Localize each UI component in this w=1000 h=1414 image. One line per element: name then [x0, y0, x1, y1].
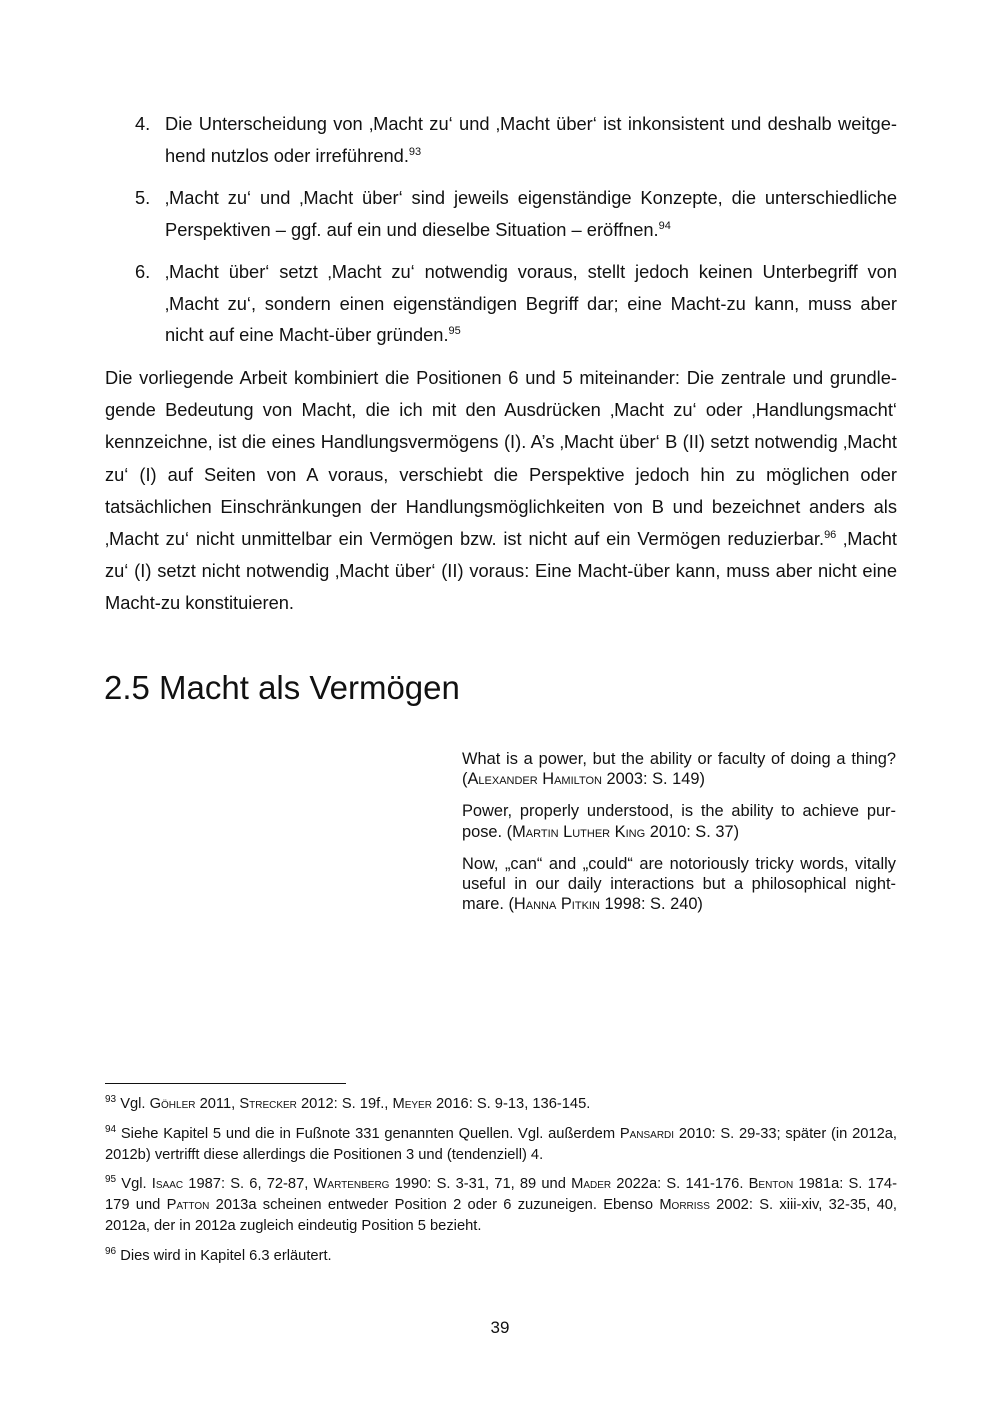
list-item-number: 4.	[135, 113, 151, 134]
epigraph	[462, 801, 896, 841]
body-paragraph	[105, 362, 897, 620]
epigraph-quote: Now, „can“ and „could“ are notoriously tricky words, vitally useful in our daily interactions but a philosophical nightmare. (	[462, 854, 896, 914]
footnote-number: 94	[105, 1123, 117, 1135]
list-item	[105, 256, 897, 351]
epigraph-author: Hanna Pitkin	[513, 895, 600, 914]
footnote-text: 1987: S. 6, 72-87,	[183, 1176, 314, 1193]
list-item-text: ‚Macht zu‘ und ‚Macht über‘ sind jeweils eigenständige Konzepte, die unterschiedliche Perspektiven – ggf. auf ein und dieselbe Situation – eröffnen.	[165, 187, 897, 240]
footnote-text: 2012: S. 19f.,	[296, 1096, 393, 1112]
list-item	[105, 182, 897, 245]
epigraph-quote: What is a power, but the ability or faculty of doing a thing? (	[462, 750, 896, 789]
author-name: Strecker	[239, 1096, 297, 1112]
epigraph-block	[462, 749, 896, 926]
list-item	[105, 108, 897, 171]
author-name: Pansardi	[619, 1125, 675, 1142]
footnote-text: 2011,	[195, 1096, 240, 1112]
footnote-number: 96	[105, 1245, 117, 1257]
footnote-text: 2002: S. xiii-xiv, 32-35, 40, 2012a, der in 2012a zugleich eindeutig Position 5 bezieht.	[105, 1197, 897, 1234]
epigraph-citation: 1998: S. 240)	[599, 895, 703, 914]
footnote-text: Vgl.	[116, 1176, 152, 1193]
author-name: Wartenberg	[313, 1176, 390, 1193]
numbered-position-list	[105, 108, 897, 362]
footnote-95	[105, 1174, 897, 1236]
author-name: Mader	[571, 1176, 612, 1193]
epigraph-citation: 2003: S. 149)	[601, 770, 705, 789]
footnote-text: 2022a: S. 141-176.	[611, 1176, 749, 1193]
epigraph	[462, 854, 896, 915]
body-text: Die vorliegende Arbeit kombiniert die Positionen 6 und 5 miteinander: Die zentrale und grundlegende Bedeutung von Macht, die ich mit den Ausdrücken ‚Macht zu‘ oder ‚Handlungsmacht‘ kennzeichne, ist die eines Handlungsvermögens (I). A’s ‚Macht über‘ B (II) setzt notwendig ‚Macht zu‘ (I) auf Seiten von A voraus, verschiebt die Perspektive jedoch hin zu möglichen oder tatsächlichen Einschränkungen der Handlungsmöglichkeiten von B und bezeichnet anders als ‚Macht zu‘ nicht unmittelbar ein Vermögen bzw. ist nicht auf ein Vermögen reduzierbar.	[105, 367, 897, 550]
footnote-93	[105, 1094, 897, 1115]
footnote-96	[105, 1246, 897, 1267]
epigraph-citation: 2010: S. 37)	[645, 822, 740, 841]
list-item-text: ‚Macht über‘ setzt ‚Macht zu‘ notwendig voraus, stellt jedoch keinen Unterbegriff von ‚Macht zu‘, sondern einen eigenständigen Begriff dar; eine Macht-zu kann, muss aber nicht auf eine Macht-über gründen.	[165, 261, 897, 345]
body-text: ‚Macht zu‘ (I) setzt nicht notwendig ‚Macht über‘ (II) voraus: Eine Macht-über kann, muss aber nicht eine Macht-zu konstituieren.	[105, 528, 897, 614]
list-item-text: Die Unterscheidung von ‚Macht zu‘ und ‚Macht über‘ ist inkonsistent und deshalb weitgehend nutzlos oder irreführend.	[165, 113, 897, 166]
section-heading: 2.5 Macht als Vermögen	[104, 669, 460, 706]
list-item-number: 6.	[135, 261, 151, 282]
footnote-separator	[105, 1083, 346, 1084]
epigraph-quote: Power, properly understood, is the ability to achieve purpose. (	[462, 802, 896, 841]
footnote-text: 1981a: S. 174-179 und	[105, 1176, 897, 1214]
footnote-text: Vgl.	[116, 1096, 150, 1112]
epigraph-author: Alexander Hamilton	[467, 770, 602, 789]
footnotes	[105, 1094, 897, 1276]
footnote-text: Siehe Kapitel 5 und die in Fußnote 331 genannten Quellen. Vgl. außerdem	[116, 1125, 620, 1142]
footnote-number: 93	[105, 1094, 117, 1106]
footnote-ref[interactable]: 96	[824, 528, 837, 541]
footnote-text: 2013a scheinen entweder Position 2 oder 6 zuzuneigen. Ebenso	[209, 1197, 660, 1214]
author-name: Isaac	[151, 1176, 184, 1193]
author-name: Meyer	[392, 1096, 432, 1112]
footnote-text: Dies wird in Kapitel 6.3 erläutert.	[116, 1247, 332, 1264]
author-name: Morriss	[659, 1197, 710, 1214]
footnote-ref[interactable]: 95	[448, 324, 461, 337]
author-name: Patton	[166, 1197, 210, 1214]
footnote-text: 2016: S. 9-13, 136-145.	[431, 1096, 591, 1112]
epigraph-author: Martin Luther King	[512, 822, 646, 841]
footnote-text: 2010: S. 29-33; später (in 2012a, 2012b) vertrifft diese allerdings die Positionen 3 und (tendenziell) 4.	[105, 1125, 897, 1163]
page-number: 39	[490, 1318, 510, 1337]
footnote-text: 1990: S. 3-31, 71, 89 und	[389, 1176, 572, 1193]
author-name: Benton	[748, 1176, 794, 1193]
list-item-number: 5.	[135, 187, 151, 208]
footnote-ref[interactable]: 94	[658, 219, 671, 232]
author-name: Göhler	[149, 1096, 196, 1112]
footnote-number: 95	[105, 1174, 117, 1186]
footnote-94	[105, 1124, 897, 1166]
footnote-ref[interactable]: 93	[408, 145, 422, 158]
epigraph	[462, 749, 896, 789]
